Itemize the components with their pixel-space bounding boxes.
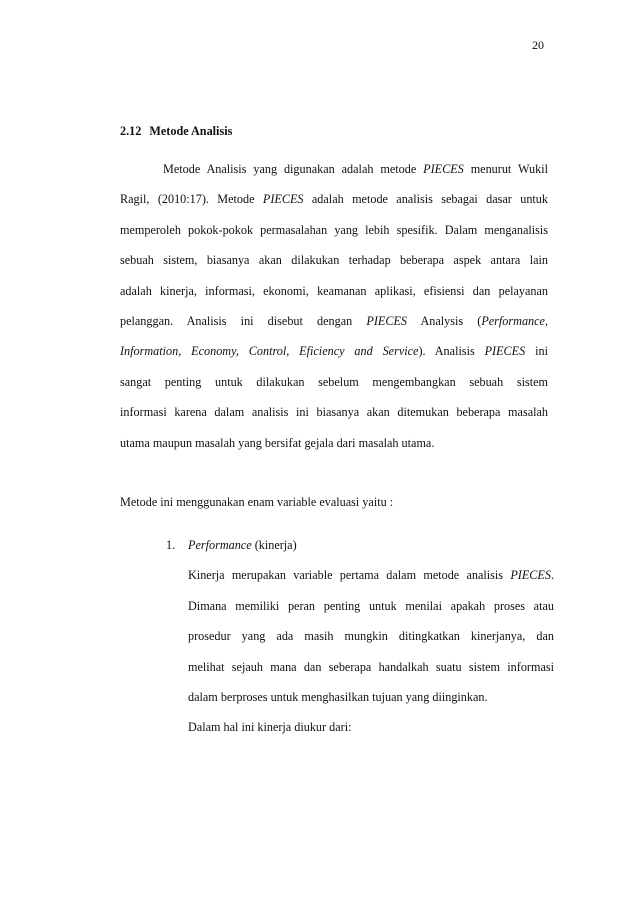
italic-text: Information, Economy, Control, Eficiency and Service bbox=[120, 344, 419, 359]
lead-sentence-block bbox=[120, 494, 548, 524]
section-number: 2.12 bbox=[120, 124, 142, 138]
text-segment: menurut Wukil bbox=[463, 162, 548, 176]
italic-text: PIECES bbox=[484, 344, 526, 359]
list-item-term-suffix: (kinerja) bbox=[251, 538, 297, 552]
text-segment: adalah kinerja, informasi, ekonomi, keamanan aplikasi, efisiensi dan pelayanan bbox=[120, 283, 548, 298]
text-segment: ini bbox=[525, 344, 548, 359]
text-segment: prosedur yang ada masih mungkin ditingkatkan kinerjanya, dan bbox=[188, 629, 554, 644]
italic-text: PIECES bbox=[366, 313, 407, 328]
intro-paragraph bbox=[120, 161, 548, 465]
text-line bbox=[120, 435, 548, 465]
section-title: Metode Analisis bbox=[149, 124, 233, 138]
text-segment: . bbox=[550, 568, 554, 583]
list-marker: 1. bbox=[166, 538, 176, 552]
text-segment: memperoleh pokok-pokok permasalahan yang lebih spesifik. Dalam menganalisis bbox=[120, 222, 548, 237]
text-segment: sebuah sistem, biasanya akan dilakukan terhadap beberapa aspek antara lain bbox=[120, 253, 548, 268]
text-segment: Metode Analisis yang digunakan adalah metode bbox=[163, 162, 424, 176]
page-number: 20 bbox=[532, 38, 544, 52]
text-line bbox=[188, 689, 554, 719]
text-line bbox=[188, 659, 554, 689]
text-line bbox=[120, 222, 548, 252]
list-item-closing-line: Dalam hal ini kinerja diukur dari: bbox=[188, 720, 352, 735]
text-segment: melihat sejauh mana dan seberapa handalkah suatu sistem informasi bbox=[188, 659, 554, 674]
text-line bbox=[120, 191, 548, 221]
text-line bbox=[120, 313, 548, 343]
text-line bbox=[120, 283, 548, 313]
italic-text: PIECES bbox=[510, 568, 551, 583]
text-line bbox=[120, 404, 548, 434]
list-item-body bbox=[188, 567, 554, 719]
text-line bbox=[188, 628, 554, 658]
text-segment: adalah metode analisis sebagai dasar untuk bbox=[303, 192, 548, 207]
text-segment: dalam berproses untuk menghasilkan tujuan yang diinginkan. bbox=[188, 689, 488, 704]
text-segment: informasi karena dalam analisis ini biasanya akan ditemukan beberapa masalah bbox=[120, 405, 548, 420]
text-line bbox=[120, 343, 548, 373]
italic-text: PIECES bbox=[423, 162, 464, 176]
text-line bbox=[120, 374, 548, 404]
lead-sentence: Metode ini menggunakan enam variable evaluasi yaitu : bbox=[120, 495, 394, 509]
text-segment: sangat penting untuk dilakukan sebelum mengembangkan sebuah sistem bbox=[120, 374, 548, 389]
text-segment: pelanggan. Analisis ini disebut dengan bbox=[120, 313, 367, 328]
text-line bbox=[120, 161, 548, 191]
list-item-heading bbox=[166, 537, 554, 567]
text-segment: Kinerja merupakan variable pertama dalam metode analisis bbox=[188, 568, 511, 583]
numbered-list bbox=[166, 537, 554, 750]
text-segment: utama maupun masalah yang bersifat gejala dari masalah utama. bbox=[120, 435, 435, 450]
text-segment: Ragil, (2010:17). Metode bbox=[120, 192, 263, 207]
list-item-term: Performance bbox=[188, 538, 252, 552]
text-segment: Analysis ( bbox=[407, 313, 482, 328]
text-segment: Dimana memiliki peran penting untuk menilai apakah proses atau bbox=[188, 598, 554, 613]
italic-text: Performance, bbox=[481, 313, 549, 328]
text-line bbox=[188, 598, 554, 628]
section-heading bbox=[120, 124, 232, 139]
text-segment: ). Analisis bbox=[418, 344, 485, 359]
list-item-closing bbox=[188, 719, 554, 749]
italic-text: PIECES bbox=[262, 192, 304, 207]
text-line bbox=[120, 252, 548, 282]
text-line bbox=[188, 567, 554, 597]
